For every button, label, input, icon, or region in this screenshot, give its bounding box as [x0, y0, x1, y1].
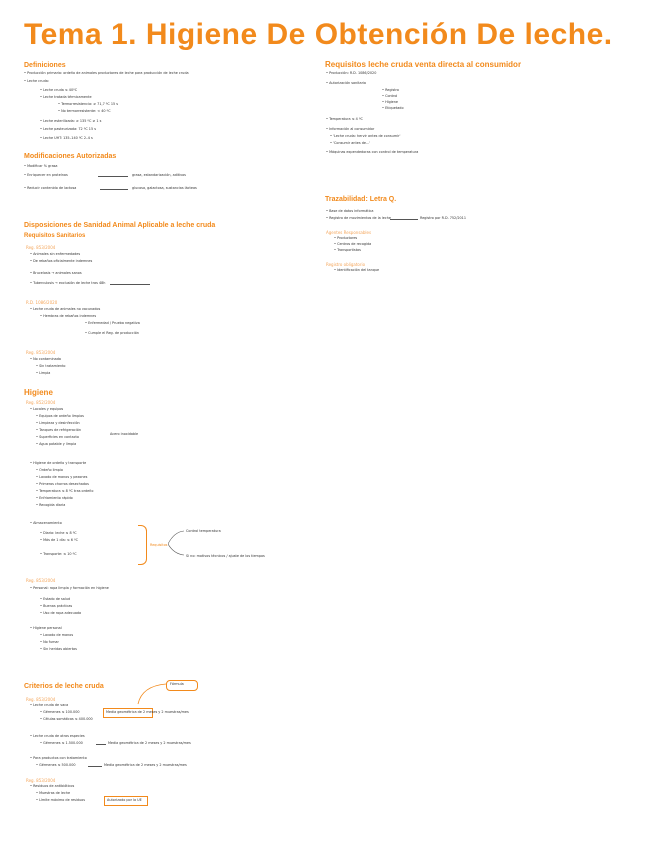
crit-line: • Gérmenes ≤ 100.000	[40, 710, 80, 714]
hig-line: • Superficies en contacto	[36, 435, 79, 439]
traz-sub: Agentes Responsables	[326, 230, 372, 235]
disp-line: • Tuberculosis → exclusión de leche tras 48h	[30, 281, 106, 285]
hig-line: • No fumar	[40, 640, 59, 644]
def-line: • Producción primaria: ordeño de animales productores de leche para producción de leche cruda	[24, 71, 189, 75]
requisitos-sanitarios-heading: Requisitos Sanitarios	[24, 233, 86, 239]
def-line: • Leche UHT: 135–140 ºC 2–4 s	[40, 136, 93, 140]
req-line: • Registro	[382, 88, 399, 92]
disp-line: • De rebaños oficialmente indemnes	[30, 259, 93, 263]
brace-label: Requisitos	[150, 543, 168, 547]
crit-line: • Células somáticas ≤ 400.000	[40, 717, 93, 721]
crit-line: • Para productos con tratamiento	[30, 756, 87, 760]
mod-line: • Reducir contenido de lactosa	[24, 186, 77, 190]
crit-line: • Leche cruda de otras especies	[30, 734, 85, 738]
disposiciones-heading: Disposiciones de Sanidad Animal Aplicable a leche cruda	[24, 222, 216, 229]
traz-line: • Transportistas	[334, 248, 361, 252]
hig-line: • Ordeño limpio	[36, 468, 63, 472]
traz-arrow-text: Registro por R.D. 752/2011	[420, 216, 466, 220]
mod-line: • Modificar % grasa	[24, 164, 58, 168]
disp-line: • Limpia	[36, 371, 51, 375]
traz-line: • Base de datos informática	[326, 209, 374, 213]
hig-line: • Estado de salud	[40, 597, 71, 601]
crit-line: • Muestras de leche	[36, 791, 71, 795]
crit-box-text: Autorizado por la UE	[107, 798, 142, 802]
hig-line: • Higiene de ordeño y transporte	[30, 461, 87, 465]
disp-line: • No contaminada	[30, 357, 61, 361]
req-line: • Control	[382, 94, 398, 98]
req-line: • Autorización sanitaria	[326, 81, 367, 85]
hig-line: • Sin heridas abiertas	[40, 647, 77, 651]
crit-box-text: Media geométrica de 2 meses y 2 muestras/mes	[106, 710, 189, 714]
disp-line: • Enfermedad / Prueba negativa	[85, 321, 140, 325]
reg-ref: R.D. 1086/2020	[26, 300, 58, 305]
crit-box-text: Media geométrica de 2 meses y 2 muestras/mes	[104, 763, 187, 767]
hig-line: • Uso de ropa adecuada	[40, 611, 82, 615]
brace-out: Si no: motivos técnicos / ajuste de los tiempos	[186, 554, 265, 558]
branch-arrows	[168, 528, 188, 558]
brace-out: Control temperatura	[186, 529, 221, 533]
hig-line: • Primeros chorros desechados	[36, 482, 89, 486]
def-line: • Leche tratada térmicamente	[40, 95, 92, 99]
hig-line: • Personal: ropa limpia y formación en higiene	[30, 586, 109, 590]
hig-line: • Lavado de manos y pezones	[36, 475, 88, 479]
modificaciones-heading: Modificaciones Autorizadas	[24, 153, 117, 160]
traz-line: • Identificación del tanque	[334, 268, 380, 272]
traz-line: • Productores	[334, 236, 358, 240]
hig-line: • Locales y equipos	[30, 407, 64, 411]
req-line: • Producción: R.D. 1086/2020	[326, 71, 377, 75]
hig-line: • Tanques de refrigeración	[36, 428, 82, 432]
def-line: • Termorresistencia: ≥ 71,7 ºC 15 s	[58, 102, 118, 106]
disp-line: • Animales sin enfermedades	[30, 252, 81, 256]
reg-ref: Reg. 853/2004	[26, 245, 56, 250]
def-line: • Leche cruda ≤ 40ºC	[40, 88, 78, 92]
crit-line: • Residuos de antibióticos	[30, 784, 75, 788]
higiene-heading: Higiene	[24, 388, 53, 397]
hig-line: • Diaria: leche ≤ 8 ºC	[40, 531, 77, 535]
disp-line: • Cumple el Reg. de producción	[85, 331, 139, 335]
req-line: • 'Consumir antes de…'	[330, 141, 371, 145]
hig-line: • Buenas prácticas	[40, 604, 73, 608]
hig-line: • Temperatura ≤ 8 ºC tras ordeño	[36, 489, 94, 493]
arrow	[100, 189, 128, 190]
reg-ref: Reg. 853/2004	[26, 697, 56, 702]
traz-line: • Registro de movimientos de la leche	[326, 216, 391, 220]
req-line: • Temperatura ≤ 4 ºC	[326, 117, 363, 121]
hig-line: • Agua potable y limpia	[36, 442, 77, 446]
criterios-heading: Criterios de leche cruda	[24, 683, 104, 690]
traz-sub: Registro obligatorio	[326, 262, 366, 267]
reg-ref: Reg. 853/2004	[26, 778, 56, 783]
crit-line: • Gérmenes ≤ 500.000	[36, 763, 76, 767]
def-line: • Leche cruda:	[24, 79, 49, 83]
def-line: • No termorresistente: < 40 ºC	[58, 109, 111, 113]
arrow	[88, 766, 102, 767]
arrow	[96, 744, 106, 745]
hig-line: • Lavado de manos	[40, 633, 74, 637]
req-line: • Etiquetado	[382, 106, 404, 110]
brace	[138, 525, 147, 565]
mod-line: • Enriquecer en proteínas	[24, 173, 68, 177]
def-line: • Leche esterilizada: ≥ 135 ºC ≥ 1 s	[40, 119, 102, 123]
trazabilidad-heading: Trazabilidad: Letra Q.	[325, 196, 397, 203]
crit-line: • Gérmenes ≤ 1.500.000	[40, 741, 83, 745]
reg-ref: Reg. 853/2004	[26, 350, 56, 355]
disp-line: • Brucelosis → animales sanos	[30, 271, 82, 275]
crit-line: • Leche cruda de vaca	[30, 703, 69, 707]
mod-arrow-text: grasa, estandarización, aditivos	[132, 173, 186, 177]
disp-line: • Hembras de rebaños indemnes	[40, 314, 97, 318]
mod-arrow-text: glucosa, galactosa, sustancias lácteas	[132, 186, 197, 190]
disp-line: • Leche cruda de animales no vacunados	[30, 307, 101, 311]
disp-line: • Sin tratamiento	[36, 364, 66, 368]
arrow	[110, 284, 150, 285]
req-line: • 'Leche cruda: hervir antes de consumir'	[330, 134, 401, 138]
def-line: • Leche pasteurizada: 72 ºC 15 s	[40, 127, 96, 131]
req-line: • Máquinas expendedoras con control de temperatura	[326, 150, 419, 154]
reg-ref: Reg. 852/2004	[26, 400, 56, 405]
hig-box-text: Acero inoxidable	[110, 432, 139, 436]
req-line: • Información al consumidor	[326, 127, 375, 131]
hig-line: • Transporte: ≤ 10 ºC	[40, 552, 77, 556]
hig-line: • Más de 1 día: ≤ 6 ºC	[40, 538, 78, 542]
reg-ref: Reg. 853/2004	[26, 578, 56, 583]
arrow	[390, 219, 418, 220]
crit-line: • Límite máximo de residuos	[36, 798, 86, 802]
cloud-text: Fórmula	[170, 682, 184, 686]
page-title: Tema 1. Higiene De Obtención De leche.	[24, 18, 613, 51]
requisitos-heading: Requisitos leche cruda venta directa al consumidor	[325, 60, 522, 69]
definiciones-heading: Definiciones	[24, 62, 66, 69]
hig-line: • Limpieza y desinfección	[36, 421, 80, 425]
hig-line: • Higiene personal	[30, 626, 62, 630]
hig-line: • Equipos de ordeño limpios	[36, 414, 84, 418]
req-line: • Higiene	[382, 100, 398, 104]
traz-line: • Centros de recogida	[334, 242, 372, 246]
hig-line: • Almacenamiento	[30, 521, 62, 525]
hig-line: • Enfriamiento rápido	[36, 496, 73, 500]
hig-line: • Recogida diaria	[36, 503, 66, 507]
crit-box-text: Media geométrica de 2 meses y 2 muestras/mes	[108, 741, 191, 745]
arrow	[98, 176, 128, 177]
